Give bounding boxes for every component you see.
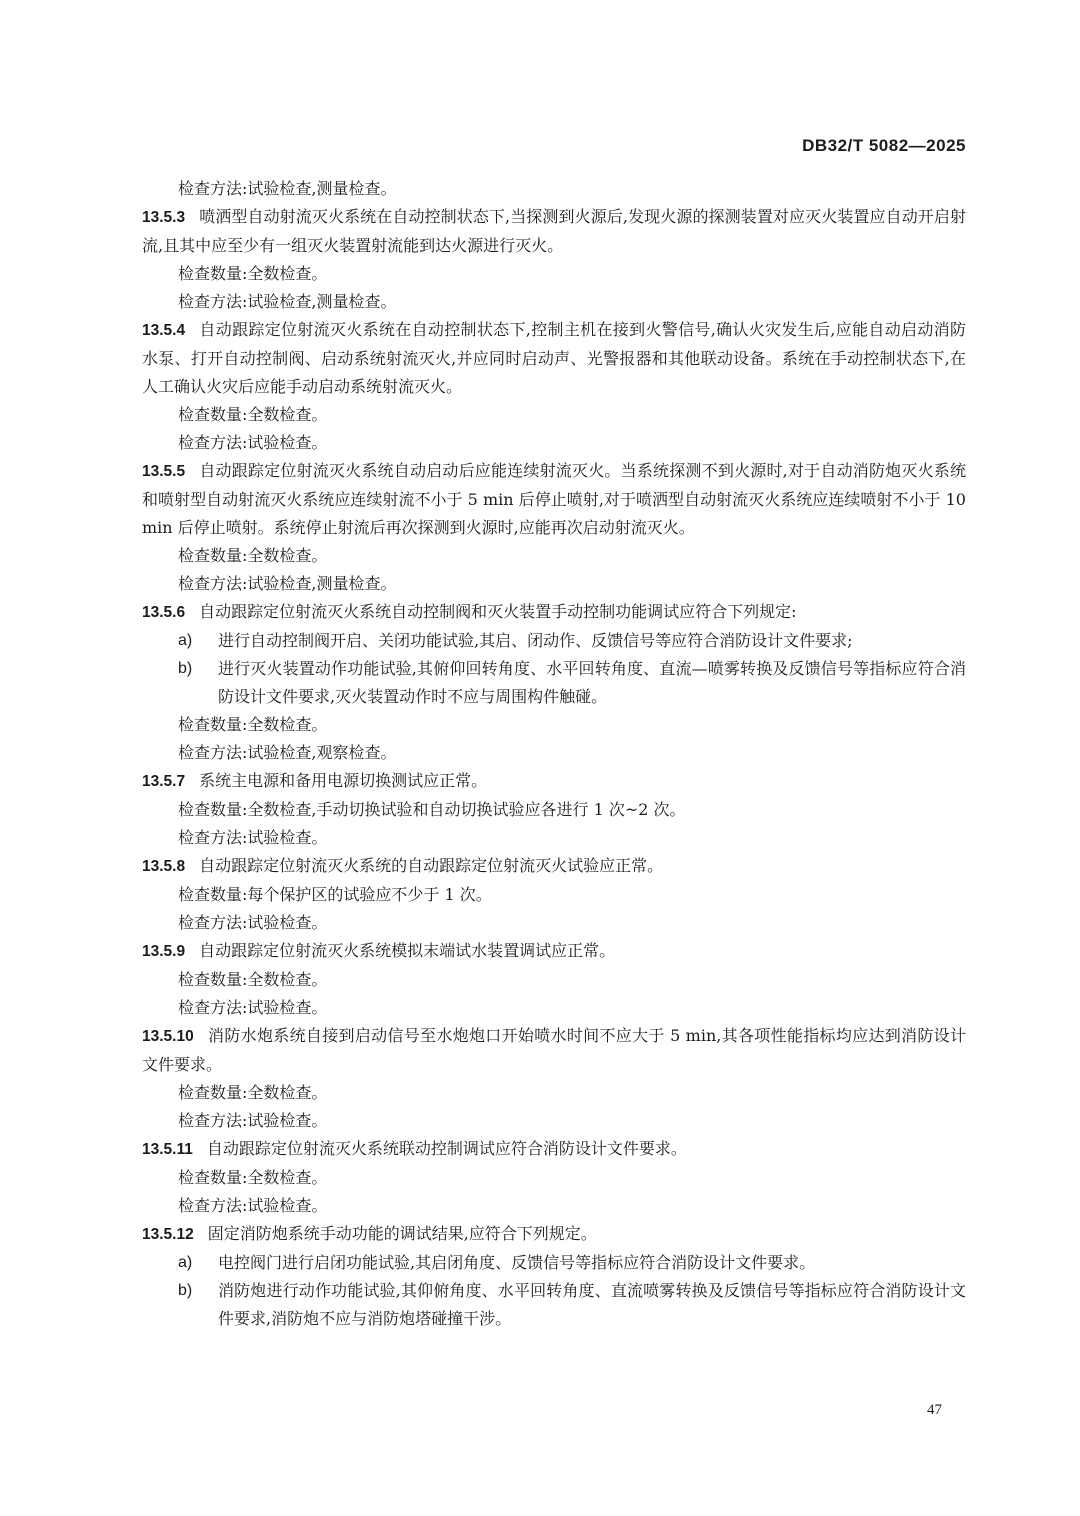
check-method: 检查方法:试验检查,观察检查。 [178,743,397,762]
list-item-a [142,627,966,655]
item-marker: b) [178,1282,193,1299]
clause-number: 13.5.10 [142,1028,194,1045]
check-quantity: 检查数量:全数检查。 [178,264,328,283]
check-quantity: 检查数量:全数检查。 [178,1083,328,1102]
check-method: 检查方法:试验检查,测量检查。 [178,292,397,311]
item-text: 电控阀门进行启闭功能试验,其启闭角度、反馈信号等指标应符合消防设计文件要求。 [218,1253,816,1272]
clause-number: 13.5.4 [142,322,186,339]
clause-text: 自动跟踪定位射流灭火系统联动控制调试应符合消防设计文件要求。 [206,1139,687,1158]
check-quantity: 检查数量:全数检查。 [178,1168,328,1187]
clause-number: 13.5.6 [142,604,186,621]
clause-13-5-10 [142,1022,966,1079]
clause-13-5-11 [142,1135,966,1164]
standard-code: DB32/T 5082—2025 [802,136,966,155]
clause-number: 13.5.12 [142,1226,194,1243]
check-quantity: 检查数量:每个保护区的试验应不少于 1 次。 [178,885,492,904]
clause-text: 消防水炮系统自接到启动信号至水炮炮口开始喷水时间不应大于 5 min,其各项性能指标均应达到消防设计文件要求。 [142,1026,966,1074]
item-marker: a) [178,632,193,649]
clause-text: 自动跟踪定位射流灭火系统在自动控制状态下,控制主机在接到火警信号,确认火灾发生后,应能自动启动消防水泵、打开自动控制阀、启动系统射流灭火,并应同时启动声、光警报器和其他联动设备。系统在手动控制状态下,在人工确认火灾后应能手动启动系统射流灭火。 [142,320,966,396]
list-item-b [142,655,966,711]
document-body [142,175,966,1333]
item-text: 进行灭火装置动作功能试验,其俯仰回转角度、水平回转角度、直流—喷雾转换及反馈信号等指标应符合消防设计文件要求,灭火装置动作时不应与周围构件触碰。 [218,659,966,706]
item-marker: a) [178,1254,193,1271]
clause-13-5-9 [142,937,966,966]
clause-13-5-3 [142,203,966,260]
clause-13-5-8 [142,852,966,881]
clause-13-5-7 [142,767,966,796]
clause-text: 自动跟踪定位射流灭火系统自动启动后应能连续射流灭火。当系统探测不到火源时,对于自动消防炮灭火系统和喷射型自动射流灭火系统应连续射流不小于 5 min 后停止喷射,对于喷洒型自动射流灭火系统应连续喷射不小于 10 min 后停止喷射。系统停止射流后再次探测到火源时,应能再次启动射流灭火。 [142,461,966,537]
clause-13-5-6 [142,598,966,627]
check-method: 检查方法:试验检查。 [178,998,328,1017]
clause-13-5-5 [142,457,966,542]
check-quantity: 检查数量:全数检查。 [178,970,328,989]
clause-number: 13.5.11 [142,1141,193,1158]
check-method: 检查方法:试验检查。 [178,913,328,932]
clause-13-5-4 [142,316,966,401]
check-quantity: 检查数量:全数检查。 [178,405,328,424]
check-method: 检查方法:试验检查,测量检查。 [178,574,397,593]
page-number: 47 [927,1402,942,1418]
clause-text: 系统主电源和备用电源切换测试应正常。 [199,771,488,790]
clause-number: 13.5.5 [142,463,186,480]
clause-number: 13.5.9 [142,943,186,960]
item-marker: b) [178,660,193,677]
check-method: 检查方法:试验检查。 [178,1111,328,1130]
check-method: 检查方法:试验检查。 [178,433,328,452]
list-item-b [142,1277,966,1333]
check-quantity: 检查数量:全数检查。 [178,715,328,734]
check-quantity: 检查数量:全数检查。 [178,546,328,565]
clause-text: 自动跟踪定位射流灭火系统自动控制阀和灭火装置手动控制功能调试应符合下列规定: [199,602,797,621]
check-method: 检查方法:试验检查。 [178,828,328,847]
item-text: 进行自动控制阀开启、关闭功能试验,其启、闭动作、反馈信号等应符合消防设计文件要求; [218,631,853,650]
clause-text: 喷洒型自动射流灭火系统在自动控制状态下,当探测到火源后,发现火源的探测装置对应灭火装置应自动开启射流,且其中应至少有一组灭火装置射流能到达火源进行灭火。 [142,207,966,255]
clause-text: 固定消防炮系统手动功能的调试结果,应符合下列规定。 [207,1224,597,1243]
clause-text: 自动跟踪定位射流灭火系统的自动跟踪定位射流灭火试验应正常。 [199,856,664,875]
item-text: 消防炮进行动作功能试验,其仰俯角度、水平回转角度、直流喷雾转换及反馈信号等指标应符合消防设计文件要求,消防炮不应与消防炮塔碰撞干涉。 [218,1281,966,1328]
check-quantity: 检查数量:全数检查,手动切换试验和自动切换试验应各进行 1 次~2 次。 [178,800,686,819]
check-method: 检查方法:试验检查。 [178,1196,328,1215]
clause-13-5-12 [142,1220,966,1249]
clause-number: 13.5.7 [142,773,186,790]
list-item-a [142,1249,966,1277]
check-method: 检查方法:试验检查,测量检查。 [178,179,397,198]
clause-number: 13.5.3 [142,209,186,226]
clause-number: 13.5.8 [142,858,186,875]
clause-text: 自动跟踪定位射流灭火系统模拟末端试水装置调试应正常。 [199,941,616,960]
